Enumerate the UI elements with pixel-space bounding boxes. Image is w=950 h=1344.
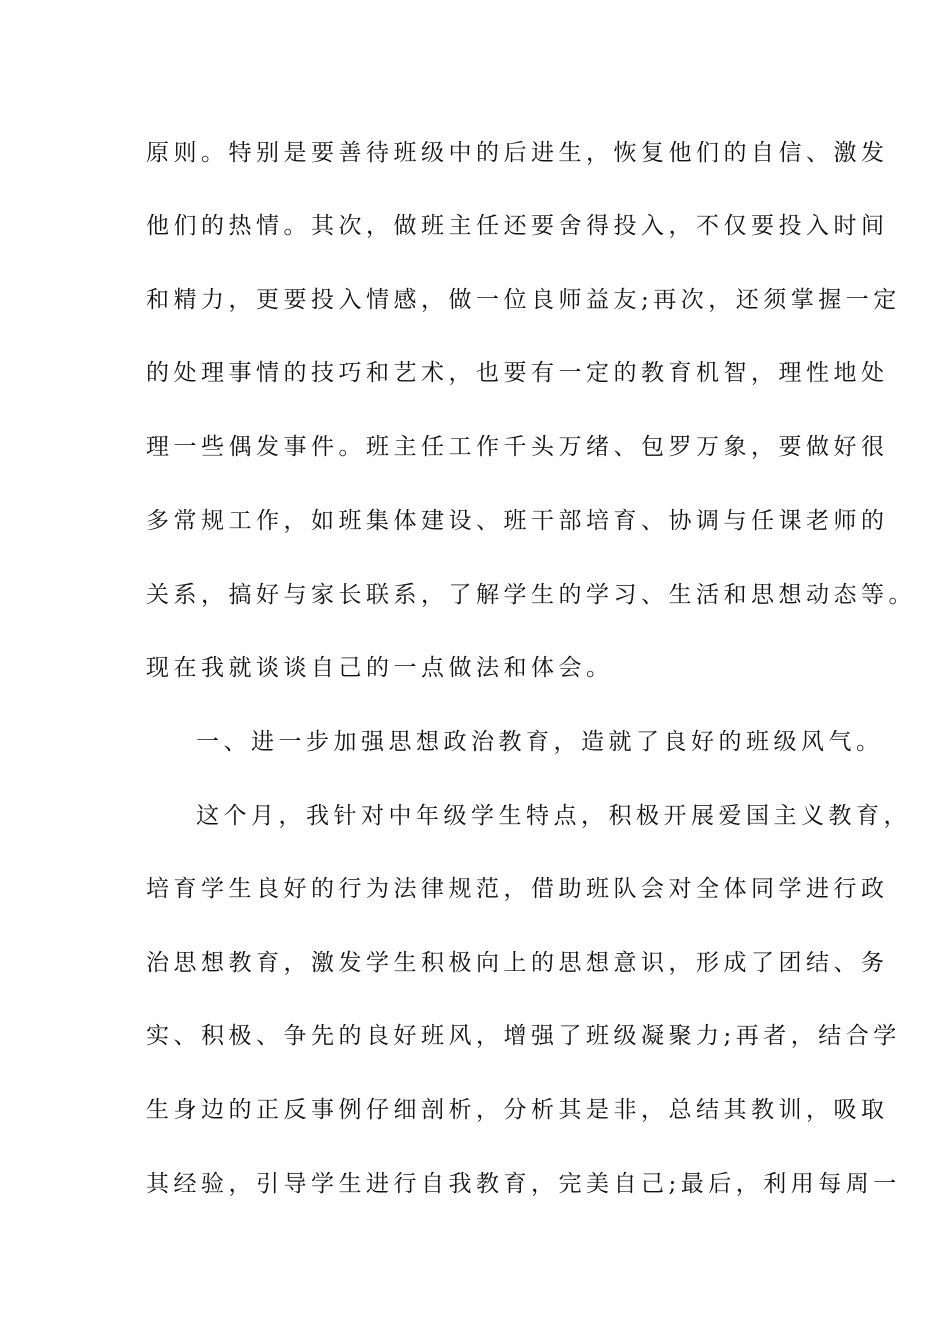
paragraph-line: 现在我就谈谈自己的一点做法和体会。 <box>146 655 614 681</box>
paragraph-line: 实、积极、争先的良好班风，增强了班级凝聚力;再者，结合学 <box>146 1023 901 1049</box>
paragraph-line: 培育学生良好的行为法律规范，借助班队会对全体同学进行政 <box>146 876 889 902</box>
paragraph-line: 其经验，引导学生进行自我教育，完美自己;最后，利用每周一 <box>146 1171 901 1197</box>
paragraph-line: 的处理事情的技巧和艺术，也要有一定的教育机智，理性地处 <box>146 360 889 386</box>
paragraph-line: 原则。特别是要善待班级中的后进生，恢复他们的自信、激发 <box>146 140 889 166</box>
paragraph-line: 多常规工作，如班集体建设、班干部培育、协调与任课老师的 <box>146 508 889 534</box>
paragraph-line: 生身边的正反事例仔细剖析，分析其是非，总结其教训，吸取 <box>146 1097 889 1123</box>
paragraph-line: 这个月，我针对中年级学生特点，积极开展爱国主义教育， <box>196 803 911 829</box>
paragraph-line: 关系，搞好与家长联系，了解学生的学习、生活和思想动态等。 <box>146 582 916 608</box>
paragraph-line: 和精力，更要投入情感，做一位良师益友;再次，还须掌握一定 <box>146 287 901 313</box>
section-heading: 一、进一步加强思想政治教育，造就了良好的班级风气。 <box>196 729 884 755</box>
paragraph-line: 他们的热情。其次，做班主任还要舍得投入，不仅要投入时间 <box>146 213 889 239</box>
paragraph-line: 理一些偶发事件。班主任工作千头万绪、包罗万象，要做好很 <box>146 434 889 460</box>
paragraph-line: 治思想教育，激发学生积极向上的思想意识，形成了团结、务 <box>146 950 889 976</box>
